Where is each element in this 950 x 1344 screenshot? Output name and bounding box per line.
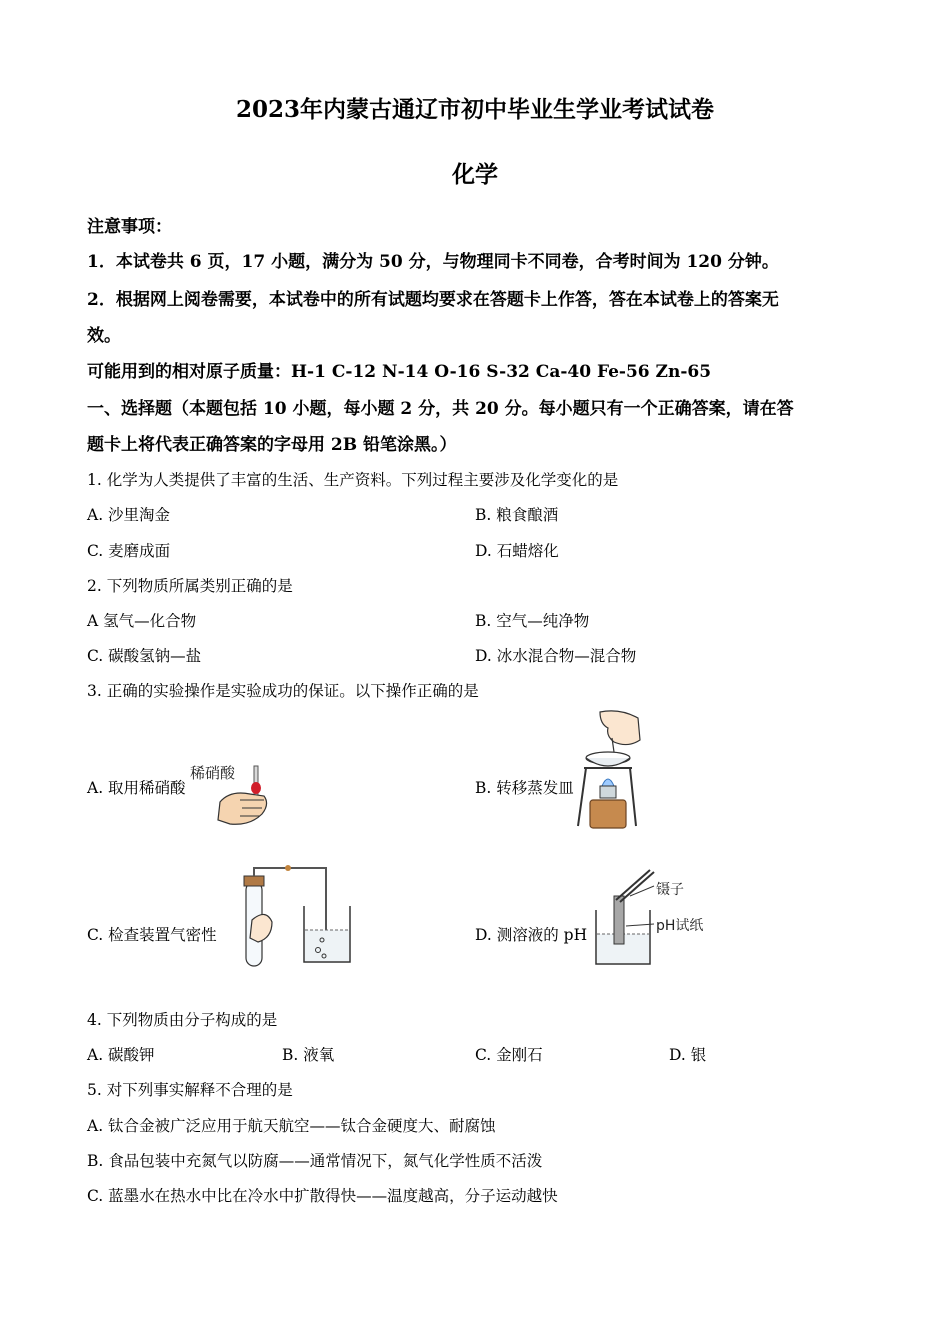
q4-option-d: D. 银 [669, 1046, 707, 1064]
tweezers-label: 镊子 [656, 882, 684, 898]
notice-item-1: 1．本试卷共 6 页，17 小题，满分为 50 分，与物理同卡不同卷，合考时间为 120 分钟。 [87, 252, 779, 272]
q2-stem: 2. 下列物质所属类别正确的是 [87, 577, 293, 595]
q3-option-b: B. 转移蒸发皿 [475, 779, 574, 797]
q4-stem: 4. 下列物质由分子构成的是 [87, 1011, 278, 1029]
notice-item-2-line-2: 效。 [87, 326, 121, 346]
q3-figure-b [570, 708, 650, 833]
q3-option-a: A. 取用稀硝酸 [87, 779, 186, 797]
tweezers-icon [616, 870, 650, 900]
q5-option-b: B. 食品包装中充氮气以防腐——通常情况下，氮气化学性质不活泼 [87, 1152, 543, 1170]
q1-option-b: B. 粮食酿酒 [475, 506, 559, 524]
section-1-heading-line-1: 一、选择题（本题包括 10 小题，每小题 2 分，共 20 分。每小题只有一个正确答案，请在答 [87, 399, 794, 419]
exam-title: 2023年内蒙古通辽市初中毕业生学业考试试卷 [235, 96, 714, 123]
q1-option-a: A. 沙里淘金 [87, 506, 171, 524]
ph-paper-label: pH试纸 [656, 918, 704, 934]
q3-figure-c [232, 862, 357, 970]
tube-joint [285, 865, 291, 871]
tripod-leg [578, 768, 586, 826]
q3-stem: 3. 正确的实验操作是实验成功的保证。以下操作正确的是 [87, 682, 479, 700]
q2-option-a: A 氢气—化合物 [87, 612, 197, 630]
q1-option-c: C. 麦磨成面 [87, 542, 171, 560]
section-1-heading-line-2: 题卡上将代表正确答案的字母用 2B 铅笔涂黑。） [87, 435, 457, 455]
hand-icon [250, 914, 272, 942]
q2-option-d: D. 冰水混合物—混合物 [475, 647, 637, 665]
q5-option-a: A. 钛合金被广泛应用于航天航空——钛合金硬度大、耐腐蚀 [87, 1117, 496, 1135]
q4-option-c: C. 金刚石 [475, 1046, 543, 1064]
ph-paper-icon [614, 896, 624, 944]
q4-option-a: A. 碳酸钾 [87, 1046, 155, 1064]
tripod-leg [630, 768, 636, 826]
q3-figure-a-label: 稀硝酸 [190, 764, 236, 782]
flame-icon [602, 779, 614, 786]
q2-option-b: B. 空气—纯净物 [475, 612, 590, 630]
stopper-icon [244, 876, 264, 886]
q3-option-c: C. 检查装置气密性 [87, 926, 217, 944]
alcohol-lamp-icon [590, 800, 626, 828]
q4-option-b: B. 液氧 [282, 1046, 335, 1064]
notice-item-2-line-1: 2．根据网上阅卷需要，本试卷中的所有试题均要求在答题卡上作答，答在本试卷上的答案无 [87, 290, 779, 310]
q5-stem: 5. 对下列事实解释不合理的是 [87, 1081, 293, 1099]
hand-icon [218, 793, 267, 824]
burner-icon [600, 786, 616, 798]
notice-heading: 注意事项： [87, 217, 172, 237]
subject-title: 化学 [452, 161, 498, 188]
atomic-mass-line: 可能用到的相对原子质量：H-1 C-12 N-14 O-16 S-32 Ca-40 Fe-56 Zn-65 [87, 362, 712, 382]
q1-option-d: D. 石蜡熔化 [475, 542, 559, 560]
q3-option-d: D. 测溶液的 pH [475, 926, 588, 944]
q3-figure-a [190, 760, 280, 830]
hand-icon [600, 711, 640, 745]
q5-option-c: C. 蓝墨水在热水中比在冷水中扩散得快——温度越高，分子运动越快 [87, 1187, 558, 1205]
dropper-bulb [251, 782, 261, 794]
q3-figure-d [592, 866, 717, 970]
q2-option-c: C. 碳酸氢钠—盐 [87, 647, 202, 665]
q1-stem: 1. 化学为人类提供了丰富的生活、生产资料。下列过程主要涉及化学变化的是 [87, 471, 619, 489]
